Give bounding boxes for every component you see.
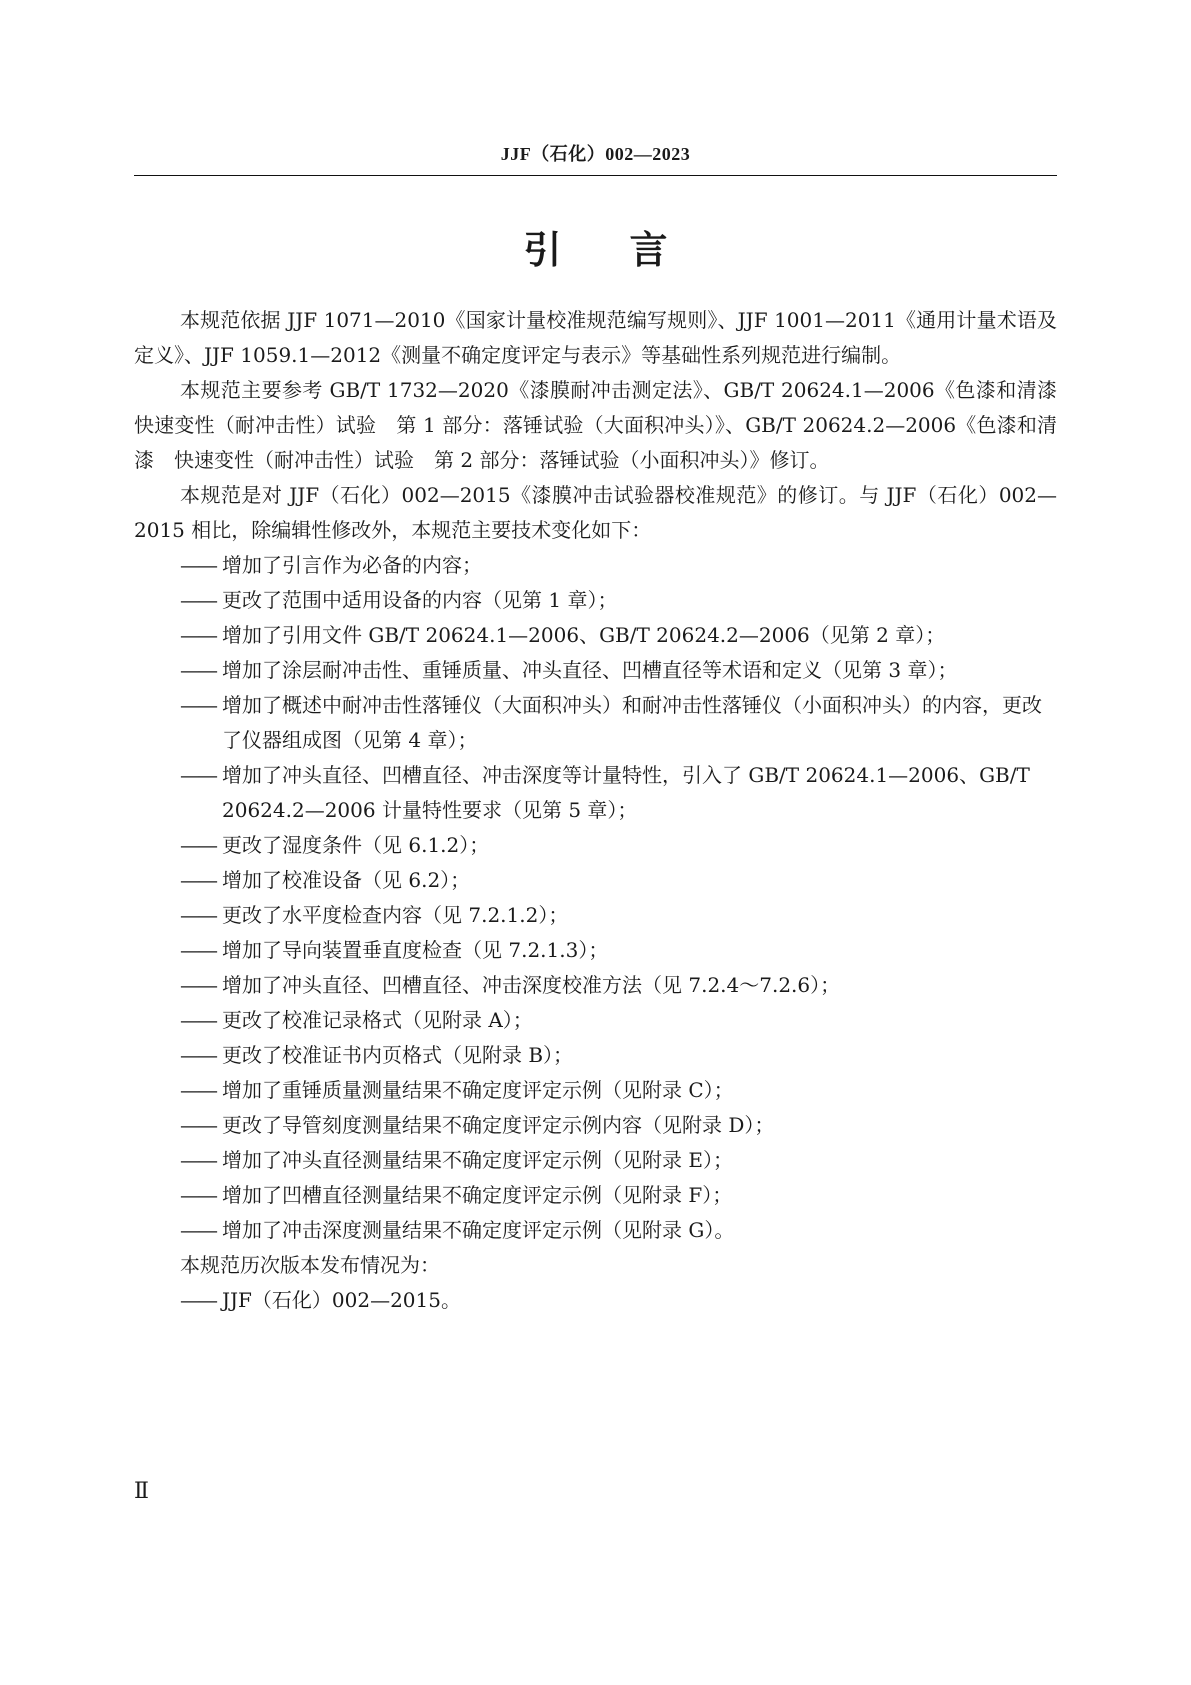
dash-marker: ——: [180, 623, 216, 647]
list-item: [180, 968, 1057, 1003]
dash-marker: ——: [180, 1183, 216, 1207]
running-header: JJF（石化）002—2023: [500, 144, 691, 164]
list-item-text: 增加了重锤质量测量结果不确定度评定示例（见附录 C）；: [222, 1078, 734, 1102]
list-item: [180, 1143, 1057, 1178]
dash-marker: ——: [180, 1148, 216, 1172]
dash-marker: ——: [180, 763, 216, 787]
list-item-text: 增加了校准设备（见 6.2）；: [222, 868, 471, 892]
header-rule: [134, 175, 1057, 176]
list-item-text: 增加了冲头直径、凹槽直径、冲击深度校准方法（见 7.2.4～7.2.6）；: [222, 973, 841, 997]
dash-marker: ——: [180, 973, 216, 997]
dash-marker: ——: [180, 833, 216, 857]
list-item: [180, 933, 1057, 968]
history-item-text: JJF（石化）002—2015。: [222, 1288, 461, 1312]
list-item-text: 增加了导向装置垂直度检查（见 7.2.1.3）；: [222, 938, 609, 962]
dash-marker: ——: [180, 938, 216, 962]
list-item-text: 更改了范围中适用设备的内容（见第 1 章）；: [222, 588, 618, 612]
list-item: [180, 653, 1057, 688]
list-item: [180, 583, 1057, 618]
dash-marker: ——: [180, 1043, 216, 1067]
list-item: [180, 758, 1057, 828]
list-item-text: 增加了冲头直径测量结果不确定度评定示例（见附录 E）；: [222, 1148, 733, 1172]
list-item: [180, 618, 1057, 653]
list-item: [180, 688, 1057, 758]
paragraph-revision: 本规范是对 JJF（石化）002—2015《漆膜冲击试验器校准规范》的修订。与 JJF（石化）002—2015 相比，除编辑性修改外，本规范主要技术变化如下：: [134, 483, 1057, 542]
paragraph-references: 本规范主要参考 GB/T 1732—2020《漆膜耐冲击测定法》、GB/T 20624.1—2006《色漆和清漆 快速变性（耐冲击性）试验 第 1 部分：落锤试验（大面积冲头）》、GB/T 20624.2—2006《色漆和清漆 快速变性（耐冲击性）试验 第 2 部分：落锤试验（小面积冲头）》修订。: [134, 378, 1077, 472]
history-item: [180, 1283, 1057, 1318]
document-body: [134, 303, 1077, 1318]
list-item-text: 增加了引言作为必备的内容；: [222, 553, 482, 577]
list-item-text: 增加了冲头直径、凹槽直径、冲击深度等计量特性，引入了 GB/T 20624.1—2006、GB/T 20624.2—2006 计量特性要求（见第 5 章）；: [222, 763, 1030, 822]
list-item: [180, 1178, 1057, 1213]
dash-marker: ——: [180, 553, 216, 577]
list-item: [180, 548, 1057, 583]
page-number: Ⅱ: [134, 1478, 149, 1503]
dash-marker: ——: [180, 693, 216, 717]
dash-marker: ——: [180, 658, 216, 682]
list-item: [180, 1213, 1057, 1248]
list-item: [180, 1108, 1057, 1143]
list-item: [180, 1003, 1057, 1038]
list-item-text: 更改了水平度检查内容（见 7.2.1.2）；: [222, 903, 569, 927]
list-item-text: 更改了导管刻度测量结果不确定度评定示例内容（见附录 D）；: [222, 1113, 775, 1137]
list-item-text: 增加了凹槽直径测量结果不确定度评定示例（见附录 F）；: [222, 1183, 733, 1207]
list-item: [180, 1073, 1057, 1108]
dash-marker: ——: [180, 1113, 216, 1137]
dash-marker: ——: [180, 903, 216, 927]
list-item-text: 增加了涂层耐冲击性、重锤质量、冲头直径、凹槽直径等术语和定义（见第 3 章）；: [222, 658, 958, 682]
dash-marker: ——: [180, 1008, 216, 1032]
dash-marker: ——: [180, 1218, 216, 1242]
dash-marker: ——: [180, 1288, 216, 1312]
changes-list: [180, 548, 1057, 1248]
paragraph-basis: 本规范依据 JJF 1071—2010《国家计量校准规范编写规则》、JJF 1001—2011《通用计量术语及定义》、JJF 1059.1—2012《测量不确定度评定与表示》等基础性系列规范进行编制。: [134, 308, 1057, 367]
list-item-text: 更改了校准记录格式（见附录 A）；: [222, 1008, 533, 1032]
list-item-text: 更改了校准证书内页格式（见附录 B）；: [222, 1043, 574, 1067]
list-item-text: 增加了引用文件 GB/T 20624.1—2006、GB/T 20624.2—2006（见第 2 章）；: [222, 623, 946, 647]
list-item: [180, 863, 1057, 898]
list-item: [180, 898, 1057, 933]
list-item-text: 增加了概述中耐冲击性落锤仪（大面积冲头）和耐冲击性落锤仪（小面积冲头）的内容，更改了仪器组成图（见第 4 章）；: [222, 693, 1042, 752]
list-item-text: 更改了湿度条件（见 6.1.2）；: [222, 833, 490, 857]
list-item-text: 增加了冲击深度测量结果不确定度评定示例（见附录 G）。: [222, 1218, 735, 1242]
dash-marker: ——: [180, 1078, 216, 1102]
history-intro: 本规范历次版本发布情况为：: [180, 1253, 440, 1277]
page-title: 引言: [523, 228, 736, 272]
list-item: [180, 828, 1057, 863]
dash-marker: ——: [180, 588, 216, 612]
dash-marker: ——: [180, 868, 216, 892]
list-item: [180, 1038, 1057, 1073]
